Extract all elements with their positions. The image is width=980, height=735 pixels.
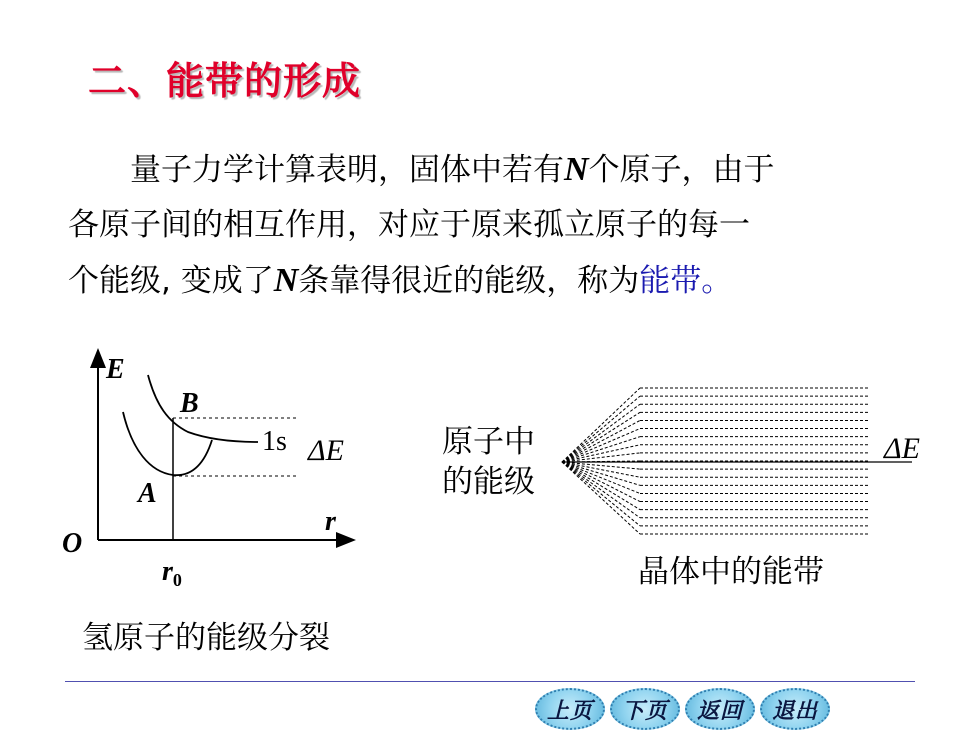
band-fan-line [562, 462, 640, 526]
band-fan-line [562, 462, 640, 485]
r0-main: r [162, 556, 173, 587]
energy-band-term: 能带 [639, 263, 702, 299]
band-fan-line [562, 396, 640, 462]
band-fan-line [562, 462, 640, 518]
point-label-b: B [180, 388, 199, 419]
axis-label-e: E [106, 354, 125, 385]
crystal-band-label: 晶体中的能带 [638, 554, 824, 590]
text-segment: 个原子，由于 [588, 152, 775, 188]
delta-e-right: ΔE [884, 432, 920, 465]
r0-subscript: 0 [172, 570, 182, 590]
delta-e-left: ΔE [308, 434, 344, 467]
band-fan-line [562, 462, 640, 493]
level-label-1s: 1s [262, 426, 287, 457]
atomic-level-label [442, 422, 535, 502]
exit-button[interactable]: 退出 [760, 688, 830, 730]
band-fan-line [562, 462, 640, 510]
paragraph-line-2: 各原子间的相互作用，对应于原来孤立原子的每一 [68, 207, 750, 243]
atomic-level-label-line1: 原子中 [442, 424, 535, 460]
hydrogen-caption: 氢原子的能级分裂 [82, 620, 330, 656]
back-button[interactable]: 返回 [685, 688, 755, 730]
text-segment: 个能级, 变成了 [68, 263, 274, 299]
band-fan-line [562, 420, 640, 462]
axis-label-r: r [325, 506, 336, 537]
text-segment: 条靠得很近的能级，称为 [298, 263, 640, 299]
text-segment: 量子力学计算表明，固体中若有 [130, 152, 564, 188]
band-fan-line [562, 462, 640, 534]
point-label-a: A [138, 478, 157, 509]
band-fan-line [562, 388, 640, 462]
band-fan-line [562, 462, 640, 477]
band-fan-line [562, 437, 640, 462]
page-title: 二、能带的形成 [88, 59, 362, 103]
origin-label: O [62, 528, 83, 559]
footer-divider [65, 681, 915, 682]
symbol-n: N [273, 262, 299, 299]
next-page-button[interactable]: 下页 [610, 688, 680, 730]
symbol-n: N [564, 151, 589, 188]
text-segment: 。 [701, 263, 733, 299]
band-fan-line [562, 429, 640, 462]
atomic-level-label-line2: 的能级 [442, 464, 535, 500]
band-fan-line [562, 445, 640, 462]
band-lines-group [562, 388, 868, 534]
prev-page-button[interactable]: 上页 [535, 688, 605, 730]
navigation-bar [535, 688, 830, 730]
